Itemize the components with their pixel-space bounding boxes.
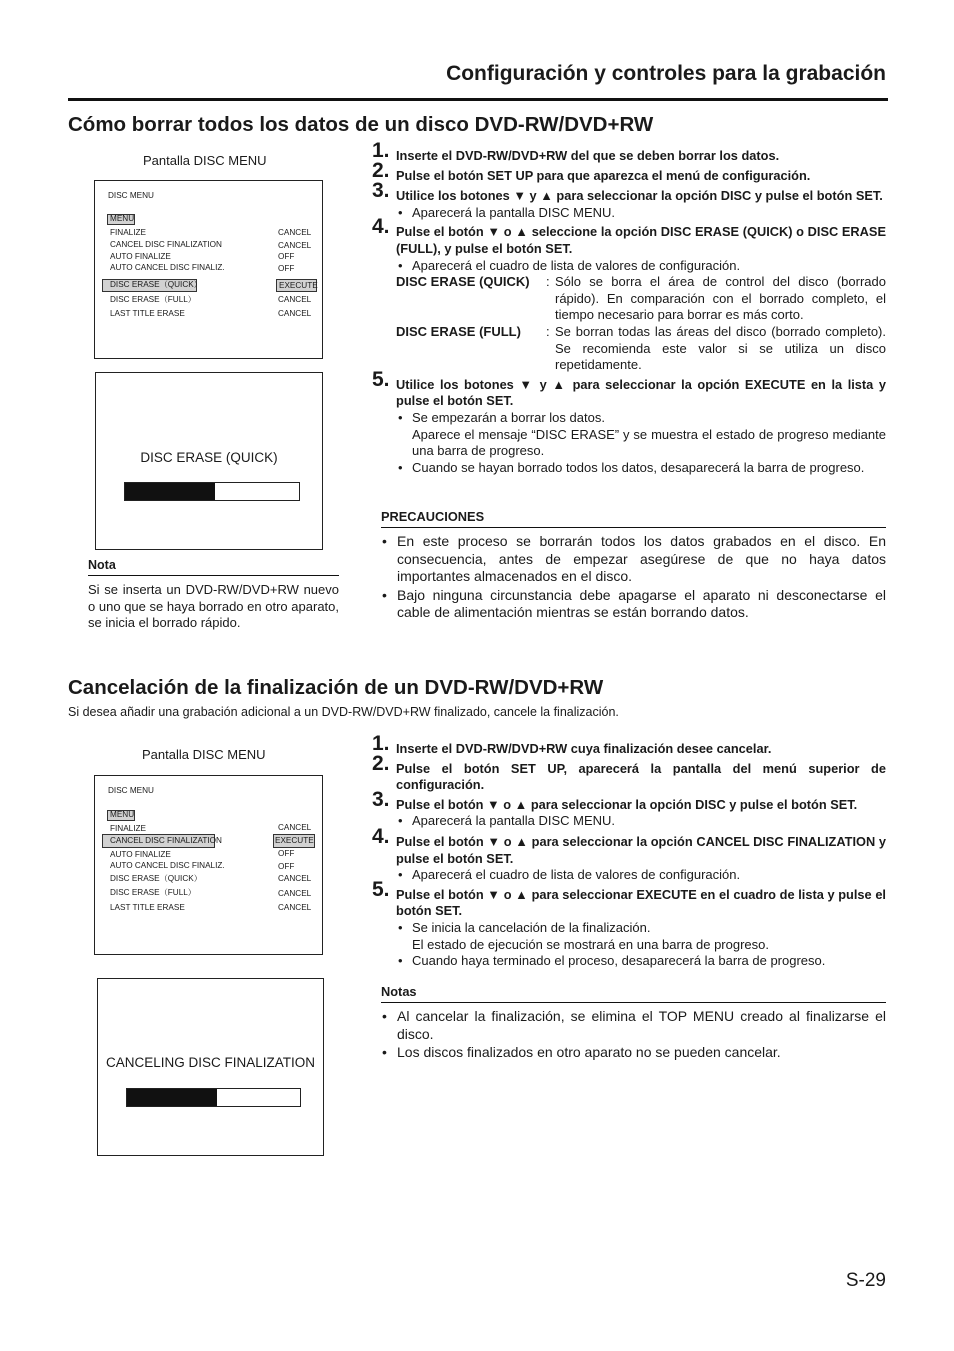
step-bullet: • Aparecerá la pantalla DISC MENU. — [396, 813, 886, 830]
step-bullet: • Aparecerá el cuadro de lista de valores de configuración. — [396, 258, 886, 275]
step-item — [372, 179, 886, 221]
definition-colon: : — [546, 274, 550, 290]
step-number: 1. — [372, 732, 390, 755]
precauciones-title: PRECAUCIONES — [381, 509, 485, 524]
step-bullet-continuation: Aparece el mensaje “DISC ERASE” y se muestra el estado de progreso mediante una barra de progreso. — [412, 426, 886, 459]
menu-row-label: AUTO FINALIZE — [110, 850, 171, 859]
definition-desc: Se borran todas las áreas del disco (borrado completo). Se recomienda este valor si se utiliza un disco repetidamente. — [555, 323, 886, 373]
menu-row-value: CANCEL — [278, 295, 312, 304]
step-item — [372, 787, 886, 830]
menu-row-label: DISC ERASE（QUICK） — [110, 280, 202, 289]
progress-bar — [126, 1088, 301, 1107]
menu-row-value: CANCEL — [278, 889, 312, 898]
menu-row-label: FINALIZE — [110, 228, 146, 237]
disc-menu-screen — [94, 180, 323, 359]
step-number: 3. — [372, 179, 390, 203]
step-number: 1. — [372, 139, 390, 162]
step-text: Pulse el botón ▼ o ▲ para seleccionar la opción DISC y pulse el botón SET. — [396, 796, 858, 812]
menu-row-label: LAST TITLE ERASE — [110, 903, 185, 912]
menu-row-value: CANCEL — [278, 874, 312, 883]
step-bullet: • Se inicia la cancelación de la finalización. — [396, 920, 886, 937]
step-bullet: • Aparecerá el cuadro de lista de valores de configuración. — [396, 867, 886, 884]
step-bullet: • Cuando se hayan borrado todos los datos, desaparecerá la barra de progreso. — [396, 460, 886, 477]
section2-intro: Si desea añadir una grabación adicional a un DVD-RW/DVD+RW finalizado, cancele la finalización. — [68, 705, 619, 719]
menu-row-label: CANCEL DISC FINALIZATION — [110, 836, 222, 845]
menu-row-label: DISC ERASE（QUICK） — [110, 874, 202, 883]
precauciones-box — [381, 509, 886, 622]
step-text: Utilice los botones ▼ y ▲ para seleccionar la opción EXECUTE en la lista y pulse el botón SET. — [396, 376, 886, 409]
step-number: 4. — [372, 215, 390, 239]
section2-title: Cancelación de la finalización de un DVD-RW/DVD+RW — [68, 676, 604, 699]
definition-desc: Sólo se borra el área de control del disco (borrado rápido). En comparación con el borrado completo, el tiempo necesario para borrar es más corto. — [555, 274, 886, 323]
menu-row-label: DISC ERASE（FULL） — [110, 295, 196, 304]
progress-screen — [95, 372, 323, 550]
nota-item: • Los discos finalizados en otro aparato no se pueden cancelar. — [381, 1044, 886, 1062]
step-text: Inserte el DVD-RW/DVD+RW cuya finalización desee cancelar. — [396, 741, 772, 756]
menu-caption: Pantalla DISC MENU — [142, 747, 266, 762]
step-bullet: • Cuando haya terminado el proceso, desaparecerá la barra de progreso. — [396, 953, 886, 970]
progress-bar-fill — [125, 483, 215, 500]
menu-row-value: CANCEL — [278, 241, 312, 250]
menu-row-label: LAST TITLE ERASE — [110, 309, 185, 318]
section1-steps — [372, 139, 886, 476]
step-item — [372, 751, 886, 794]
step-bullet: • Se empezarán a borrar los datos. — [396, 410, 886, 427]
step-item — [372, 139, 886, 165]
menu-row-value: OFF — [278, 252, 295, 261]
progress-bar — [124, 482, 300, 501]
definition-row — [396, 324, 886, 374]
precaution-item: • Bajo ninguna circunstancia debe apagarse el aparato ni desconectarse el cable de alimentación mientras se están borrando datos. — [381, 587, 886, 622]
definition-row — [396, 274, 886, 324]
definition-colon: : — [546, 323, 550, 339]
step-item — [372, 732, 886, 758]
header-rule — [68, 98, 888, 101]
menu-title: DISC MENU — [108, 191, 154, 200]
nota-text: Si se inserta un DVD-RW/DVD+RW nuevo o uno que se haya borrado en otro aparato, se inicia el borrado rápido. — [88, 582, 339, 630]
menu-row-value: CANCEL — [278, 309, 312, 318]
step-number: 4. — [372, 824, 390, 848]
menu-row-value: CANCEL — [278, 823, 312, 832]
step-text: Pulse el botón SET UP para que aparezca el menú de configuración. — [396, 167, 811, 183]
nota-box — [88, 558, 339, 632]
definition-term: DISC ERASE (FULL) — [396, 323, 521, 339]
menu-row-value: CANCEL — [278, 903, 312, 912]
step-number: 2. — [372, 158, 390, 182]
step-text: Inserte el DVD-RW/DVD+RW del que se deben borrar los datos. — [396, 148, 780, 163]
step-item — [372, 367, 886, 477]
menu-row-value: OFF — [278, 264, 295, 273]
menu-row-value: OFF — [278, 862, 295, 871]
step-text: Pulse el botón SET UP, aparecerá la pantalla del menú superior de configuración. — [396, 760, 886, 793]
step-text: Pulse el botón ▼ o ▲ para seleccionar EXECUTE en el cuadro de lista y pulse el botón SET. — [396, 886, 886, 919]
step-number: 5. — [372, 367, 390, 391]
step-number: 5. — [372, 877, 390, 901]
step-bullet: • Aparecerá la pantalla DISC MENU. — [396, 205, 886, 222]
menu-row-label: AUTO FINALIZE — [110, 252, 171, 261]
section-header: Configuración y controles para la grabación — [446, 62, 886, 85]
precaution-item: • En este proceso se borrarán todos los datos grabados en el disco. En consecuencia, antes de empezar asegúrese de que no haya datos importantes almacenados en el disco. — [381, 533, 886, 586]
step-text: Pulse el botón ▼ o ▲ para seleccionar la opción CANCEL DISC FINALIZATION y pulse el botón SET. — [396, 833, 886, 866]
progress-label: DISC ERASE (QUICK) — [140, 450, 278, 465]
nota-title: Nota — [88, 558, 116, 572]
step-number: 3. — [372, 787, 390, 811]
disc-menu-screen — [94, 775, 323, 955]
menu-row-value: EXECUTE — [275, 836, 314, 845]
menu-row-label: DISC ERASE（FULL） — [110, 888, 196, 897]
step-item — [372, 877, 886, 970]
menu-row-value: OFF — [278, 849, 295, 858]
progress-bar-fill — [127, 1089, 217, 1106]
menu-row-label: CANCEL DISC FINALIZATION — [110, 240, 222, 249]
notas-box — [381, 984, 886, 1062]
notas-rule — [381, 1002, 886, 1003]
definition-term: DISC ERASE (QUICK) — [396, 274, 530, 290]
nota-item: • Al cancelar la finalización, se elimina el TOP MENU creado al finalizarse el disco. — [381, 1008, 886, 1043]
step-text: Utilice los botones ▼ y ▲ para seleccionar la opción DISC y pulse el botón SET. — [396, 188, 883, 204]
step-bullet-continuation: El estado de ejecución se mostrará en una barra de progreso. — [412, 936, 769, 952]
precauciones-rule — [381, 527, 886, 528]
step-text: Pulse el botón ▼ o ▲ seleccione la opción DISC ERASE (QUICK) o DISC ERASE (FULL), y pulse el botón SET. — [396, 224, 886, 256]
menu-tab: MENU — [110, 214, 135, 223]
menu-row-label: FINALIZE — [110, 824, 146, 833]
step-item — [372, 824, 886, 884]
nota-rule — [88, 575, 339, 576]
step-item — [372, 215, 886, 373]
progress-screen — [97, 978, 324, 1156]
menu-row-value: CANCEL — [278, 228, 312, 237]
progress-label: CANCELING DISC FINALIZATION — [105, 1055, 316, 1070]
notas-title: Notas — [381, 984, 417, 999]
menu-row-label: AUTO CANCEL DISC FINALIZ. — [110, 263, 225, 272]
page-number: S-29 — [845, 1270, 886, 1291]
menu-tab: MENU — [110, 810, 135, 819]
step-item — [372, 158, 886, 185]
menu-row-label: AUTO CANCEL DISC FINALIZ. — [110, 861, 225, 870]
section2-steps — [372, 732, 886, 970]
step-number: 2. — [372, 751, 390, 775]
menu-caption: Pantalla DISC MENU — [143, 153, 267, 168]
section1-title: Cómo borrar todos los datos de un disco DVD-RW/DVD+RW — [68, 113, 654, 136]
menu-row-value: EXECUTE — [279, 281, 318, 290]
menu-title: DISC MENU — [108, 786, 154, 795]
